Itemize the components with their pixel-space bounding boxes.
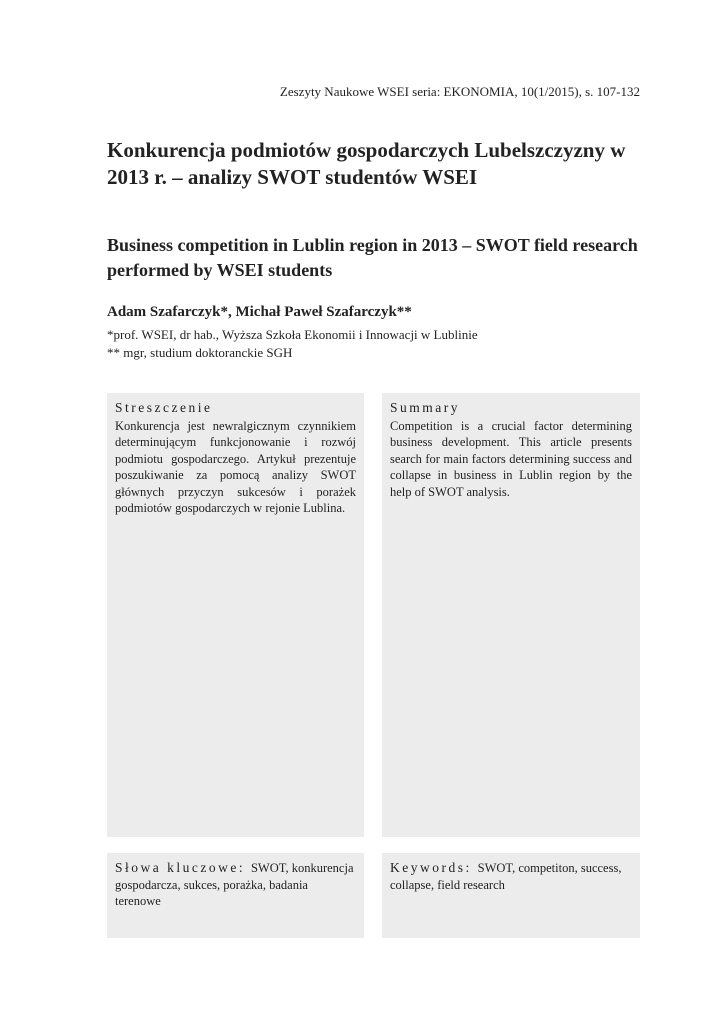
abstract-polish-box (107, 393, 364, 837)
abstract-polish-heading: Streszczenie (115, 400, 213, 415)
affiliation-2: ** mgr, studium doktoranckie SGH (107, 345, 293, 360)
title-english: Business competition in Lublin region in 2013 – SWOT field research performed by WSEI students (107, 235, 638, 280)
keywords-english-label: Keywords: (390, 860, 478, 875)
abstract-english-text: Competition is a crucial factor determining business development. This article presents search for main factors determining success and collapse in business in Lublin region by the help of SWOT analysis. (390, 418, 632, 499)
keywords-polish-label: Słowa kluczowe: (115, 860, 251, 875)
authors: Adam Szafarczyk*, Michał Paweł Szafarczyk** (107, 304, 412, 320)
affiliation-1: *prof. WSEI, dr hab., Wyższa Szkoła Ekonomii i Innowacji w Lublinie (107, 327, 478, 342)
keywords-polish-box (107, 853, 364, 938)
title-polish: Konkurencja podmiotów gospodarczych Lubelszczyzny w 2013 r. – analizy SWOT studentów WSEI (107, 138, 626, 189)
journal-citation: Zeszyty Naukowe WSEI seria: EKONOMIA, 10(1/2015), s. 107-132 (279, 84, 640, 99)
abstract-english-box (382, 393, 640, 837)
keywords-english-text: SWOT, competiton, success, collapse, field research (390, 861, 622, 892)
keywords-english-box (382, 853, 640, 938)
abstract-english-heading: Summary (390, 400, 460, 415)
abstract-polish-text: Konkurencja jest newralgicznym czynnikiem determinującym funkcjonowanie i rozwój podmiotu gospodarczego. Artykuł prezentuje poszukiwanie za pomocą analizy SWOT głównych przyczyn sukcesów i porażek podmiotów gospodarczych w rejonie Lublina. (115, 418, 356, 515)
keywords-polish-text: SWOT, konkurencja gospodarcza, sukces, porażka, badania terenowe (115, 861, 354, 908)
